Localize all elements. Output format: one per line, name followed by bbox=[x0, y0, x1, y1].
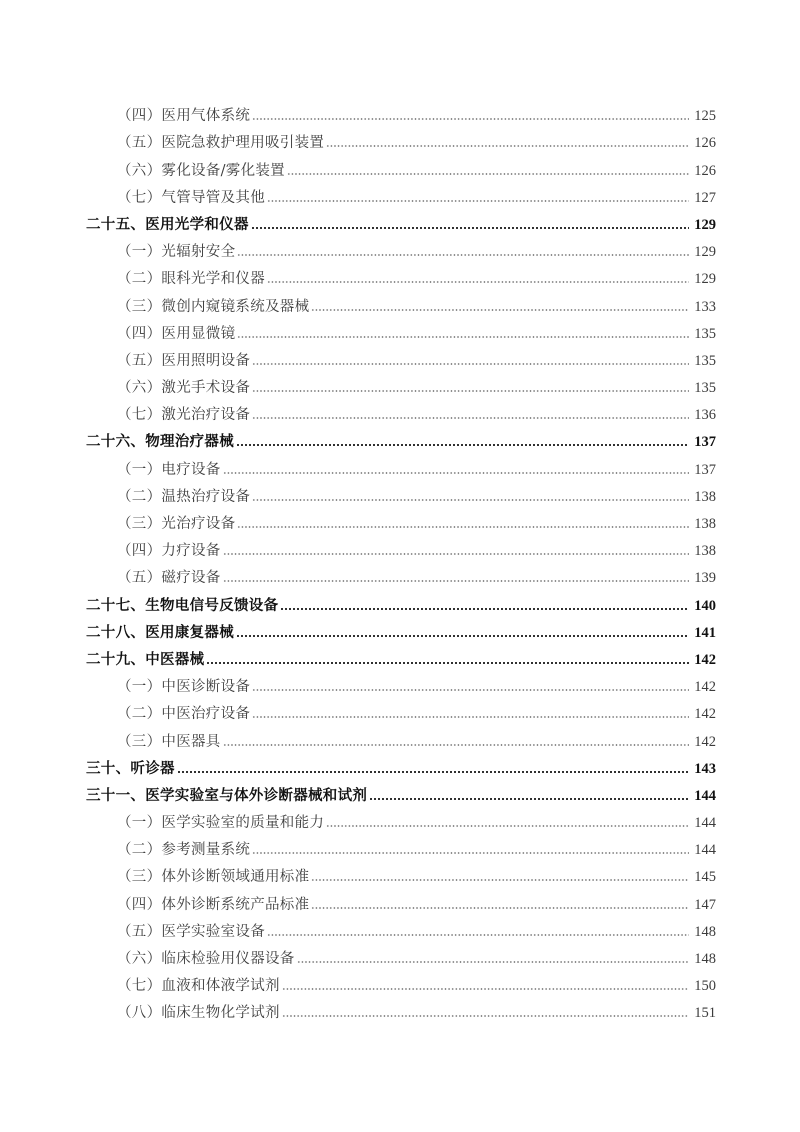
toc-section-entry[interactable] bbox=[86, 261, 716, 288]
toc-section-entry[interactable] bbox=[86, 886, 716, 913]
toc-chapter-entry[interactable] bbox=[86, 615, 716, 642]
dot-leader bbox=[252, 389, 689, 393]
toc-entry-page-number: 126 bbox=[694, 162, 716, 179]
toc-section-entry[interactable] bbox=[86, 560, 716, 587]
toc-section-entry[interactable] bbox=[86, 316, 716, 343]
toc-entry-page-number: 147 bbox=[694, 896, 716, 913]
dot-leader bbox=[236, 443, 689, 447]
toc-section-entry[interactable] bbox=[86, 533, 716, 560]
toc-entry-title: 二十六、物理治疗器械 bbox=[86, 434, 234, 451]
toc-entry-title: 二十五、医用光学和仪器 bbox=[86, 216, 249, 233]
toc-entry-page-number: 136 bbox=[694, 407, 716, 424]
dot-leader bbox=[311, 878, 689, 882]
toc-entry-title: （五）医学实验室设备 bbox=[117, 923, 265, 940]
dot-leader bbox=[252, 416, 689, 420]
toc-entry-page-number: 129 bbox=[694, 216, 716, 233]
toc-entry-page-number: 141 bbox=[694, 624, 716, 641]
toc-section-entry[interactable] bbox=[86, 696, 716, 723]
toc-entry-page-number: 138 bbox=[694, 488, 716, 505]
toc-entry-title: 二十九、中医器械 bbox=[86, 651, 205, 668]
toc-entry-title: （五）医院急救护理用吸引装置 bbox=[117, 135, 325, 152]
toc-entry-page-number: 125 bbox=[694, 108, 716, 125]
dot-leader bbox=[311, 906, 689, 910]
dot-leader bbox=[177, 770, 689, 774]
dot-leader bbox=[282, 1014, 689, 1018]
toc-chapter-entry[interactable] bbox=[86, 207, 716, 234]
dot-leader bbox=[311, 308, 689, 312]
toc-entry-page-number: 150 bbox=[694, 978, 716, 995]
toc-entry-title: （二）眼科光学和仪器 bbox=[117, 271, 265, 288]
dot-leader bbox=[252, 117, 689, 121]
toc-entry-title: （三）微创内窥镜系统及器械 bbox=[117, 298, 310, 315]
toc-entry-page-number: 144 bbox=[694, 787, 716, 804]
toc-entry-title: （四）医用显微镜 bbox=[117, 325, 236, 342]
dot-leader bbox=[369, 797, 689, 801]
toc-entry-title: （五）医用照明设备 bbox=[117, 352, 251, 369]
toc-chapter-entry[interactable] bbox=[86, 587, 716, 614]
toc-section-entry[interactable] bbox=[86, 723, 716, 750]
toc-entry-page-number: 138 bbox=[694, 516, 716, 532]
toc-entry-page-number: 143 bbox=[694, 760, 716, 777]
toc-section-entry[interactable] bbox=[86, 669, 716, 696]
toc-entry-title: （七）激光治疗设备 bbox=[117, 407, 251, 424]
toc-entry-title: （六）雾化设备/雾化装置 bbox=[117, 162, 285, 179]
dot-leader bbox=[223, 743, 689, 747]
toc-entry-page-number: 142 bbox=[694, 733, 716, 750]
dot-leader bbox=[252, 688, 689, 692]
toc-section-entry[interactable] bbox=[86, 941, 716, 968]
dot-leader bbox=[236, 634, 689, 638]
toc-entry-title: 三十、听诊器 bbox=[86, 760, 175, 777]
toc-section-entry[interactable] bbox=[86, 968, 716, 995]
toc-entry-page-number: 148 bbox=[694, 923, 716, 940]
toc-entry-title: （七）气管导管及其他 bbox=[117, 189, 265, 206]
toc-section-entry[interactable] bbox=[86, 914, 716, 941]
toc-entry-page-number: 137 bbox=[694, 461, 716, 478]
toc-entry-title: （五）磁疗设备 bbox=[117, 570, 221, 587]
dot-leader bbox=[252, 851, 689, 855]
toc-section-entry[interactable] bbox=[86, 805, 716, 832]
toc-entry-page-number: 129 bbox=[694, 271, 716, 288]
dot-leader bbox=[267, 280, 689, 284]
toc-section-entry[interactable] bbox=[86, 98, 716, 125]
toc-section-entry[interactable] bbox=[86, 832, 716, 859]
toc-entry-title: （三）体外诊断领域通用标准 bbox=[117, 869, 310, 886]
toc-entry-title: （四）医用气体系统 bbox=[117, 108, 251, 125]
dot-leader bbox=[326, 824, 689, 828]
dot-leader bbox=[251, 226, 689, 230]
toc-chapter-entry[interactable] bbox=[86, 778, 716, 805]
toc-entry-title: 三十一、医学实验室与体外诊断器械和试剂 bbox=[86, 787, 368, 804]
toc-section-entry[interactable] bbox=[86, 479, 716, 506]
toc-section-entry[interactable] bbox=[86, 397, 716, 424]
toc-entry-page-number: 129 bbox=[694, 244, 716, 261]
toc-entry-page-number: 140 bbox=[694, 597, 716, 614]
dot-leader bbox=[287, 172, 689, 176]
toc-section-entry[interactable] bbox=[86, 859, 716, 886]
toc-section-entry[interactable] bbox=[86, 288, 716, 315]
toc-entry-page-number: 135 bbox=[694, 352, 716, 369]
toc-entry-title: （二）参考测量系统 bbox=[117, 842, 251, 859]
toc-entry-title: （三）光治疗设备 bbox=[117, 516, 236, 532]
toc-entry-title: （一）光辐射安全 bbox=[117, 244, 236, 261]
dot-leader bbox=[223, 471, 689, 475]
toc-entry-title: （一）医学实验室的质量和能力 bbox=[117, 815, 325, 832]
toc-entry-page-number: 137 bbox=[694, 434, 716, 451]
toc-section-entry[interactable] bbox=[86, 506, 716, 533]
toc-entry-page-number: 126 bbox=[694, 135, 716, 152]
toc-entry-title: （八）临床生物化学试剂 bbox=[117, 1005, 280, 1022]
toc-entry-title: 二十八、医用康复器械 bbox=[86, 624, 234, 641]
dot-leader bbox=[223, 552, 689, 556]
toc-entry-page-number: 142 bbox=[694, 706, 716, 723]
toc-entry-page-number: 139 bbox=[694, 570, 716, 587]
dot-leader bbox=[252, 362, 689, 366]
dot-leader bbox=[223, 579, 689, 583]
toc-section-entry[interactable] bbox=[86, 343, 716, 370]
toc-entry-page-number: 135 bbox=[694, 380, 716, 397]
toc-entry-title: （六）激光手术设备 bbox=[117, 380, 251, 397]
dot-leader bbox=[267, 199, 689, 203]
toc-entry-page-number: 133 bbox=[694, 298, 716, 315]
dot-leader bbox=[297, 960, 689, 964]
toc-entry-title: （二）中医治疗设备 bbox=[117, 706, 251, 723]
toc-entry-title: （六）临床检验用仪器设备 bbox=[117, 951, 295, 967]
toc-entry-page-number: 127 bbox=[694, 189, 716, 206]
toc-chapter-entry[interactable] bbox=[86, 424, 716, 451]
dot-leader bbox=[280, 607, 689, 611]
dot-leader bbox=[237, 253, 689, 257]
toc-entry-page-number: 151 bbox=[694, 1005, 716, 1022]
table-of-contents bbox=[86, 98, 716, 1022]
toc-entry-title: （三）中医器具 bbox=[117, 733, 221, 750]
toc-entry-title: （一）电疗设备 bbox=[117, 461, 221, 478]
toc-section-entry[interactable] bbox=[86, 125, 716, 152]
dot-leader bbox=[237, 335, 689, 339]
toc-entry-page-number: 142 bbox=[694, 651, 716, 668]
toc-entry-page-number: 144 bbox=[694, 842, 716, 859]
dot-leader bbox=[252, 715, 689, 719]
toc-section-entry[interactable] bbox=[86, 451, 716, 478]
toc-section-entry[interactable] bbox=[86, 234, 716, 261]
toc-entry-title: （四）力疗设备 bbox=[117, 543, 221, 560]
toc-chapter-entry[interactable] bbox=[86, 751, 716, 778]
toc-section-entry[interactable] bbox=[86, 180, 716, 207]
toc-section-entry[interactable] bbox=[86, 152, 716, 179]
toc-entry-title: （四）体外诊断系统产品标准 bbox=[117, 896, 310, 913]
toc-entry-page-number: 135 bbox=[694, 325, 716, 342]
dot-leader bbox=[326, 144, 689, 148]
toc-entry-page-number: 142 bbox=[694, 679, 716, 696]
toc-entry-title: 二十七、生物电信号反馈设备 bbox=[86, 597, 279, 614]
toc-entry-page-number: 148 bbox=[694, 951, 716, 967]
dot-leader bbox=[206, 661, 689, 665]
dot-leader bbox=[252, 498, 689, 502]
toc-entry-page-number: 138 bbox=[694, 543, 716, 560]
toc-section-entry[interactable] bbox=[86, 370, 716, 397]
dot-leader bbox=[237, 525, 689, 529]
toc-entry-title: （一）中医诊断设备 bbox=[117, 679, 251, 696]
toc-section-entry[interactable] bbox=[86, 995, 716, 1022]
toc-entry-title: （二）温热治疗设备 bbox=[117, 488, 251, 505]
toc-chapter-entry[interactable] bbox=[86, 642, 716, 669]
toc-entry-page-number: 144 bbox=[694, 815, 716, 832]
dot-leader bbox=[282, 987, 689, 991]
toc-entry-page-number: 145 bbox=[694, 869, 716, 886]
toc-entry-title: （七）血液和体液学试剂 bbox=[117, 978, 280, 995]
dot-leader bbox=[267, 933, 689, 937]
